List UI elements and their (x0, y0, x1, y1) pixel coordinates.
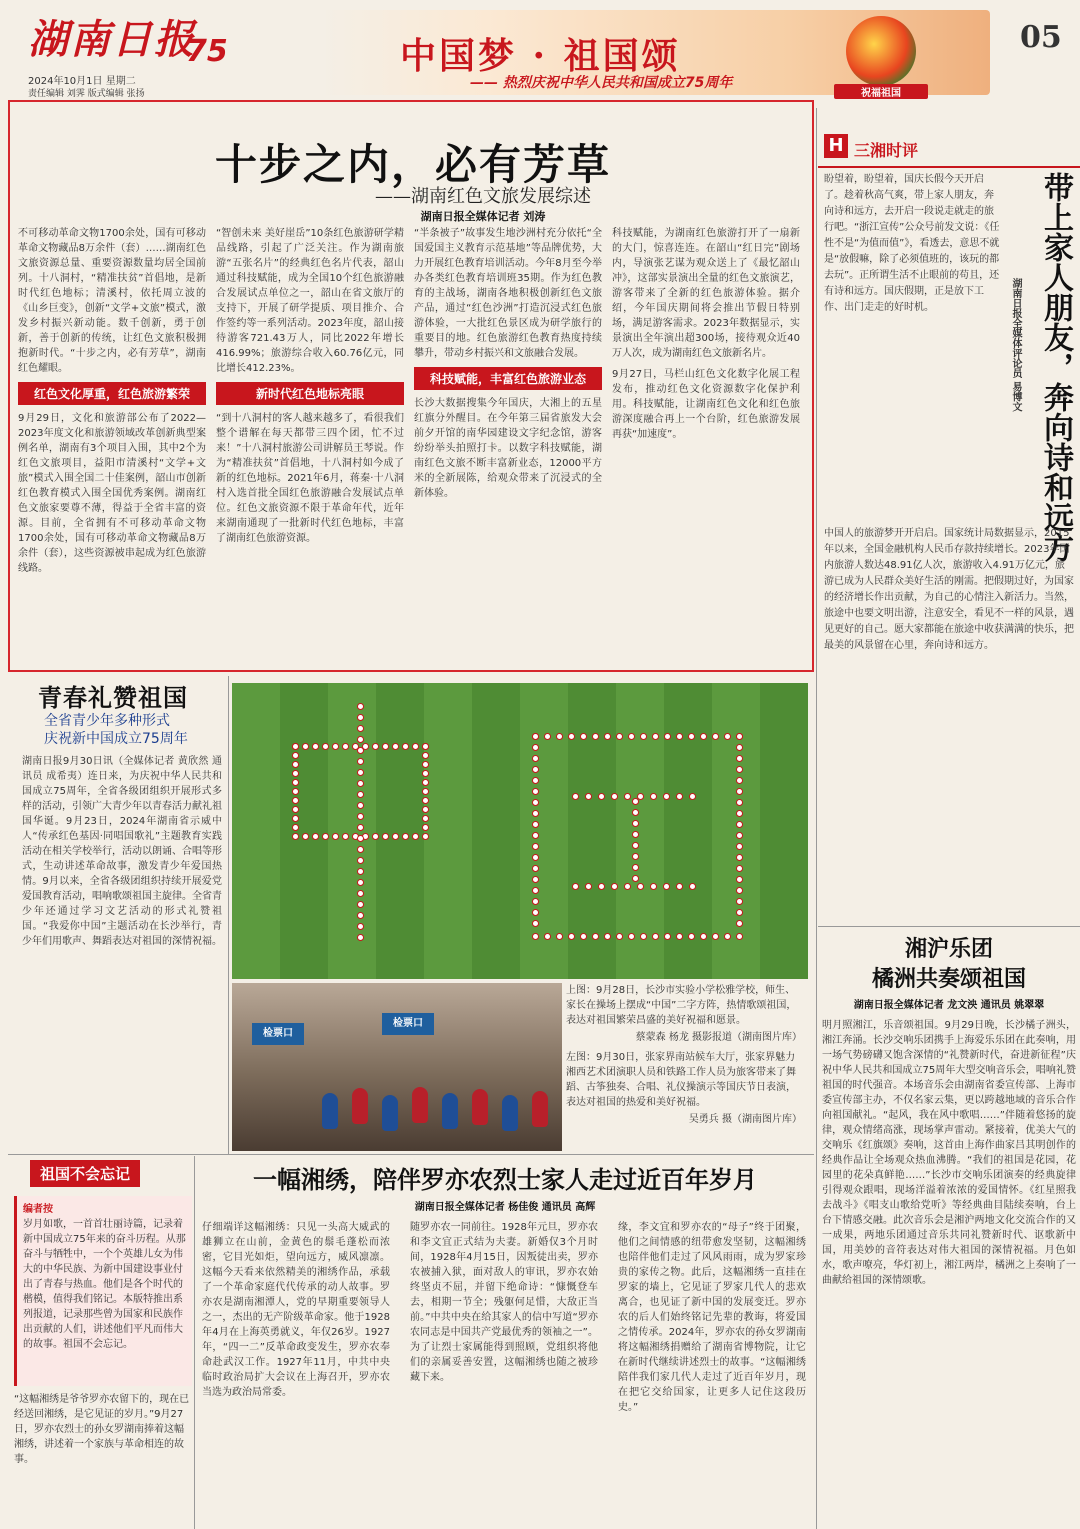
student-figure (532, 832, 539, 839)
student-figure (676, 933, 683, 940)
student-figure (292, 761, 299, 768)
embroidery-column-3: 缘，李文宜和罗亦农的“母子”终于团聚，他们之间情感的纽带愈发坚韧，这幅湘绣也陪伴他们走过了风风雨雨，成为罗家珍贵的家传之物。此后，这幅湘绣一直挂在罗家的墙上，它见证了罗家几代人的悲欢离合，也见证了新中国的发展变迁。罗亦农的后人们始终铭记先辈的教诲，将爱国之情传承。2024年，罗亦农的孙女罗湖南将这幅湘绣捐赠给了湖南省博物院，让它在新时代继续讲述烈士的故事。“这幅湘绣陪伴我们家几代人走过了近百年岁月，现在把它交给国家，让更多人记住这段历史。” (618, 1222, 806, 1413)
lead-subhead-3: 科技赋能，丰富红色旅游业态 (414, 367, 602, 390)
lead-paragraph: “半条被子”故事发生地沙洲村充分依托“全国爱国主义教育示范基地”等品牌优势，大力开展红色教育培训活动。今年8月至今举办各类红色教育培训班35期。作为红色教育的主战场，湖南各地积极创新红色文旅产品，通过“红色沙洲”打造沉浸式红色旅游体验，一大批红色景区成为研学旅行的重要目的地。红色旅游红色教育热度持续攀升，带动乡村振兴和文旅融合发展。 (414, 228, 602, 359)
lead-paragraph: 科技赋能，为湖南红色旅游打开了一扇新的大门，惊喜连连。在韶山“红日完”剧场内，导演张艺谋为观众送上了《最忆韶山冲》，这部实景演出全量的红色文旅演艺，游客带来了全新的红色旅游体验。据介绍，今年国庆期间将会推出节假日特别场，满足游客需求。2023年数据显示，实景演出全年演出超300场，接待观众近40万人次，成为湖南红色文旅新名片。 (612, 228, 800, 359)
youth-body: 湖南日报9月30日讯（全媒体记者 黄欣然 通讯员 成希夷）连日来，为庆祝中华人民共和国成立75周年，全省各级团组织开展形式多样的活动，引领广大青少年以青春活力献礼祖国华诞。9月23日，2024年湖南省示威中人“传承红色基因·同唱国歌礼”主题教育实践活动在相关学校举行，活动以朗诵、合唱等形式，生动讲述革命故事，激发青少年爱国热情。9月以来，全省各级团组织持续开展爱党爱国教育活动，唱响歌颂祖国主旋律。全省青少年还通过学习文艺活动的形式礼赞祖国。“我爱你中国”主题活动在长沙举行，青少年们用歌声、舞蹈表达对祖国的深情祝福。 (22, 756, 222, 947)
student-figure (532, 854, 539, 861)
lead-column-2 (216, 226, 404, 666)
student-figure (422, 833, 429, 840)
student-figure (357, 802, 364, 809)
student-figure (611, 883, 618, 890)
student-figure (357, 791, 364, 798)
student-figure (556, 933, 563, 940)
student-figure (332, 833, 339, 840)
student-figure (532, 843, 539, 850)
section-title: 中国梦 · 祖国颂 (400, 35, 681, 77)
student-figure (342, 833, 349, 840)
anniversary-logo (186, 22, 228, 71)
commentary-column (818, 108, 1080, 928)
student-figure (422, 824, 429, 831)
student-figure (402, 743, 409, 750)
student-figure (292, 752, 299, 759)
student-figure (556, 733, 563, 740)
student-figure (736, 744, 743, 751)
student-figure (632, 864, 639, 871)
student-figure (392, 833, 399, 840)
student-figure (616, 733, 623, 740)
student-figure (357, 824, 364, 831)
embroidery-column-2: 随罗亦农一同前往。1928年元旦，罗亦农和李文宜正式结为夫妻。新婚仅3个月时间，1928年4月15日，因叛徒出卖，罗亦农被捕入狱，面对敌人的审讯，罗亦农始终坚贞不屈，并留下绝命诗：“慷慨登车去，相期一节全；残躯何足惜，大敌正当前。”中共中央在给其家人的信中写道“罗亦农同志是中国共产党最优秀的领袖之一”。为了让烈士家属能得到照顾，党组织将他们的亲属妥善安置，这幅湘绣也随之被珍藏下来。 (410, 1222, 598, 1383)
station-sign: 检票口 (252, 1023, 304, 1045)
student-figure (532, 933, 539, 940)
student-figure (357, 890, 364, 897)
student-figure (568, 933, 575, 940)
commentary-body: 盼望着，盼望着，国庆长假今天开启了。趁着秋高气爽，带上家人朋友，奔向诗和远方，去开启一段说走就走的旅行吧。“浙江宣传”公众号前发文说：《任性不是“为值而值”》，看透去，意思不就是“放假嘛，除了必须值班的，该玩的都去玩”。正所谓生活不止眼前的苟且，还有诗和远方。国庆假期，正是放下工作、出门走走的好时机。 (824, 174, 1000, 313)
commentary-logo-icon: H (824, 134, 848, 158)
lead-paragraph: 9月27日，马栏山红色文化数字化展工程发布，推动红色文化资源数字化保护利用。科技赋能，让湖南红色文化和红色旅游深度融合再上一个台阶，红色旅游发展再获“加速度”。 (612, 369, 800, 440)
student-figure (357, 879, 364, 886)
student-figure (532, 777, 539, 784)
student-figure (663, 793, 670, 800)
student-figure (736, 843, 743, 850)
student-figure (592, 733, 599, 740)
performer-figure (322, 1093, 338, 1129)
student-figure (724, 933, 731, 940)
student-figure (598, 883, 605, 890)
concert-byline: 湖南日报全媒体记者 龙文泱 通讯员 姚翠翠 (853, 1000, 1045, 1011)
student-figure (357, 934, 364, 941)
student-figure (372, 743, 379, 750)
student-figure (292, 815, 299, 822)
student-figure (532, 810, 539, 817)
editor-note-label: 编者按 (23, 1204, 53, 1215)
student-figure (357, 846, 364, 853)
student-figure (342, 743, 349, 750)
performer-figure (412, 1087, 428, 1123)
lead-headline: 十步之内，必有芳草 (214, 140, 611, 189)
student-figure (585, 883, 592, 890)
editor-note-text: 岁月如歌，一首首壮丽诗篇，记录着新中国成立75年来的奋斗历程。从那奋斗与牺牲中，一个个英雄儿女为伟大的中华民族、为新中国建设事业付出了青春与热血。他们是各个时代的楷模，值得我们铭记。本版特推出系列报道，记录那些曾为国家和民族作出贡献的人们，讲述他们平凡而伟大的故事。祖国不会忘记。 (23, 1219, 186, 1350)
concert-article (818, 930, 1080, 1529)
student-figure (632, 798, 639, 805)
student-figure (736, 810, 743, 817)
performer-figure (352, 1088, 368, 1124)
commentary-tag: 三湘时评 (854, 141, 919, 160)
student-figure (736, 821, 743, 828)
student-figure (572, 883, 579, 890)
student-figure (357, 725, 364, 732)
student-figure (676, 883, 683, 890)
student-figure (357, 923, 364, 930)
student-figure (422, 761, 429, 768)
student-figure (689, 883, 696, 890)
student-figure (736, 733, 743, 740)
student-figure (637, 883, 644, 890)
column-divider (228, 676, 229, 1154)
student-figure (357, 780, 364, 787)
flower-basket-icon (846, 16, 916, 86)
student-figure (632, 853, 639, 860)
student-figure (532, 909, 539, 916)
student-figure (585, 793, 592, 800)
student-figure (332, 743, 339, 750)
section-subtitle: —— 热烈庆祝中华人民共和国成立75周年 (470, 75, 733, 91)
lead-column-4 (612, 226, 800, 666)
student-figure (688, 933, 695, 940)
student-figure (700, 733, 707, 740)
student-figure (357, 912, 364, 919)
commentary-headline: 带上家人朋友，奔向诗和远方 (1038, 172, 1073, 562)
student-figure (532, 799, 539, 806)
student-figure (532, 887, 539, 894)
student-figure (736, 933, 743, 940)
student-figure (532, 788, 539, 795)
student-figure (664, 933, 671, 940)
student-figure (532, 766, 539, 773)
student-figure (532, 876, 539, 883)
student-figure (572, 793, 579, 800)
page-number: 05 (1020, 20, 1062, 55)
student-figure (292, 770, 299, 777)
student-figure (580, 933, 587, 940)
column-divider (194, 1156, 195, 1529)
lead-column-3 (414, 226, 602, 666)
youth-article (8, 676, 224, 1151)
student-figure (624, 793, 631, 800)
station-sign: 检票口 (382, 1013, 434, 1035)
student-figure (640, 933, 647, 940)
student-figure (544, 933, 551, 940)
student-figure (322, 833, 329, 840)
student-figure (598, 793, 605, 800)
performer-figure (442, 1093, 458, 1129)
concert-headline: 湘沪乐团 橘洲共奏颂祖国 (871, 936, 1026, 992)
caption-text: 左图：9月30日，张家界南站候车大厅，张家界魅力湘西艺术团演职人员和铁路工作人员为旅客带来了舞蹈、古筝独奏、合唱、礼仪操演示等国庆节日表演，表达对祖国的热爱和美好祝福。 (566, 1052, 796, 1108)
student-figure (357, 736, 364, 743)
student-figure (302, 833, 309, 840)
student-figure (422, 779, 429, 786)
student-figure (292, 824, 299, 831)
embroidery-byline: 湖南日报全媒体记者 杨佳俊 通讯员 高辉 (414, 1202, 596, 1213)
column-divider (816, 108, 817, 1529)
student-figure (568, 733, 575, 740)
anniversary-number: 75 (186, 34, 228, 69)
student-figure (357, 868, 364, 875)
student-figure (628, 733, 635, 740)
students-formation-photo (232, 683, 808, 979)
embroidery-headline: 一幅湘绣，陪伴罗亦农烈士家人走过近百年岁月 (253, 1165, 757, 1194)
student-figure (422, 752, 429, 759)
student-figure (292, 743, 299, 750)
student-figure (736, 832, 743, 839)
lead-paragraph: 不可移动革命文物1700余处，国有可移动革命文物藏品8万余件（套）……湖南红色文旅资源总量、重要资源数量均居全国前列。十八洞村，“精准扶贫”首倡地，是新时代红色地标；清溪村，依托周立波的《山乡巨变》，创新“文学+文旅”模式，激发乡村振兴新动能。数千创新，勇于创新，善于创新的传统，让红色文旅积极拥抱新时代。“十步之内，必有芳草”，湖南红色耀眼。 (18, 228, 206, 374)
student-figure (372, 833, 379, 840)
student-figure (604, 733, 611, 740)
sub-photo-caption (566, 1050, 802, 1127)
lead-paragraph: 9月29日，文化和旅游部公布了2022—2023年度文化和旅游领域改革创新典型案例名单，湖南有3个项目入围，其中2个为红色文旅项目，益阳市清溪村“文学+文旅”模式入围全国二十佳案例，韶山市创新红色教育模式入围全国优秀案例。湖南红色文旅家要尊不薄，得益于全省丰富的资源。目前，全省拥有不可移动革命文物1700余处，国有可移动革命文物藏品8万余件（套），这些资源被串起成为红色旅游线路。 (18, 413, 206, 574)
student-figure (292, 779, 299, 786)
embroidery-column-1: 仔细端详这幅湘绣：只见一头高大威武的雄狮立在山前，金黄色的鬃毛蓬松而浓密，它目光如炬，望向远方，威风凛凛。这幅今天看来依然精美的湘绣作品，承载了一个革命家庭代代传承的动人故事。罗亦农是湖南湘潭人，党的早期重要领导人之一，杰出的无产阶级革命家。他于1928年4月在上海英勇就义，年仅26岁。1927年，“四一二”反革命政变发生，罗亦农奉命赴武汉工作。1927年11月，中共中央临时政治局扩大会议在上海召开，罗亦农当选为政治局常委。 (202, 1222, 390, 1398)
student-figure (650, 793, 657, 800)
student-figure (736, 766, 743, 773)
photo-credit: 蔡蒙森 杨龙 摄影报道（湖南图片库） (635, 1032, 802, 1043)
student-figure (592, 933, 599, 940)
student-figure (663, 883, 670, 890)
column-never-forget (8, 1156, 192, 1529)
student-figure (736, 920, 743, 927)
student-figure (632, 842, 639, 849)
student-figure (736, 799, 743, 806)
student-figure (736, 887, 743, 894)
commentary-body: 中国人的旅游梦开开启启。国家统计局数据显示，2015年以来，全国金融机构人民币存款持续增长。2023年国内旅游人数达48.91亿人次，旅游收入4.91万亿元，旅游已成为人民群众美好生活的刚需。把假期过好，为国家的经济增长作出贡献，为自己的心情注入新活力。当然，旅途中也要文明出游，注意安全，看见不一样的风景，遇见更好的自己。愿大家都能在旅途中收获满满的快乐，把最美的风景留在心里，奔向诗和远方。 (824, 528, 1074, 651)
student-figure (532, 865, 539, 872)
student-figure (580, 733, 587, 740)
lead-column-1 (18, 226, 206, 666)
student-figure (532, 898, 539, 905)
editor-credits: 责任编辑 刘霁 版式编辑 张扬 (28, 89, 145, 99)
student-figure (292, 833, 299, 840)
student-figure (736, 755, 743, 762)
student-figure (382, 743, 389, 750)
student-figure (357, 758, 364, 765)
student-figure (422, 806, 429, 813)
concert-body: 明月照湘江，乐音颂祖国。9月29日晚，长沙橘子洲头，湘江奔涌。长沙交响乐团携手上海爱乐乐团在此奏响，用一场气势磅礴又饱含深情的“礼赞新时代，奋进新征程”庆祝中华人民共和国成立75周年大型交响音乐会，唱响礼赞祖国的时代强音。本场音乐会由湖南省委宣传部、上海市委宣传部主办，不仅名家云集，更以跨越地域的音乐合作向祖国献礼。“起风，我在风中歌唱……”伴随着悠扬的旋律，观众情绪高涨，现场掌声雷动。紧接着，优美大气的交响乐《红旗颂》奏响，这首由上海作曲家吕其明创作的经典作品让全场观众热血沸腾。“我们的祖国是花园，花园里的花朵真鲜艳……”长沙市交响乐团演奏的经典旋律引得观众跟唱，现场洋溢着浓浓的爱国情怀。《红星照我去战斗》《唱支山歌给党听》等经典曲目陆续奏响，台上台下情感交融。此次音乐会是湘沪两地文化交流合作的又一成果，两地乐团通过音乐共同礼赞新时代、讴歌新中国，用美妙的音符表达对伟大祖国的深情祝福。月色如水，歌声嘹亮，华灯初上，湘江两岸，橘洲之上奏响了一曲献给祖国的深情颂歌。 (822, 1020, 1076, 1286)
student-figure (650, 883, 657, 890)
student-figure (292, 806, 299, 813)
student-figure (688, 733, 695, 740)
student-figure (712, 933, 719, 940)
student-figure (632, 875, 639, 882)
student-figure (422, 770, 429, 777)
student-figure (532, 821, 539, 828)
student-figure (676, 733, 683, 740)
student-figure (412, 743, 419, 750)
student-figure (392, 743, 399, 750)
performer-figure (382, 1095, 398, 1131)
editor-note (14, 1196, 192, 1386)
lead-byline: 湖南日报全媒体记者 刘涛 (420, 210, 546, 223)
performer-figure (502, 1095, 518, 1131)
student-figure (616, 933, 623, 940)
lead-paragraph: 长沙大数据搜集今年国庆，大湘上的五星红旗分外醒目。在今年第三届省旅发大会前夕开馆的南华园建设文字纪念馆，游客纷纷举头拍照打卡。以数字科技赋能，湖南红色文旅不断丰富新业态，12000平方米的全新展陈，给观众带来了沉浸式的全新体验。 (414, 398, 602, 499)
student-figure (532, 733, 539, 740)
student-figure (736, 865, 743, 872)
youth-headline: 青春礼赞祖国 (38, 683, 188, 712)
student-figure (382, 833, 389, 840)
student-figure (624, 883, 631, 890)
student-figure (712, 733, 719, 740)
student-figure (628, 933, 635, 940)
student-figure (322, 743, 329, 750)
student-figure (736, 898, 743, 905)
station-performance-photo (232, 983, 562, 1151)
section-divider (8, 1154, 814, 1155)
student-figure (412, 833, 419, 840)
student-figure (402, 833, 409, 840)
student-figure (700, 933, 707, 940)
paper-name: 湖南日报 (28, 16, 196, 63)
student-figure (736, 876, 743, 883)
student-figure (544, 733, 551, 740)
student-figure (652, 933, 659, 940)
student-figure (632, 820, 639, 827)
student-figure (422, 743, 429, 750)
performer-figure (532, 1091, 548, 1127)
student-figure (676, 793, 683, 800)
lead-paragraph: “到十八洞村的客人越来越多了，看很我们整个谱解在每天都带三四个团，忙不过来！”十八洞村旅游公司讲解员王琴说。作为“精准扶贫”首倡地，十八洞村如今成了新的红色地标。2021年6月，蒋秦·十八洞村入选首批全国红色旅游融合发展试点单位。红色文旅资源不限于革命年代，近年来湖南通现了一批新时代红色地标，丰富了湖南红色旅游资源。 (216, 413, 404, 544)
student-figure (422, 797, 429, 804)
lead-subhead-2: 新时代红色地标亮眼 (216, 382, 404, 405)
performer-figure (472, 1089, 488, 1125)
student-figure (604, 933, 611, 940)
commentary-byline: 湖南日报全媒体评论员 易博文 (1010, 278, 1021, 412)
student-figure (689, 793, 696, 800)
student-figure (532, 744, 539, 751)
youth-subheadline: 全省青少年多种形式 (44, 713, 170, 729)
divider (818, 166, 1080, 168)
masthead (0, 0, 1080, 100)
embroidery-article (196, 1156, 814, 1529)
student-figure (357, 747, 364, 754)
caption-text: 上图：9月28日，长沙市实验小学松雅学校，师生、家长在操场上摆成“中国”二字方阵，热情歌颂祖国，表达对祖国繁荣昌盛的美好祝福和愿景。 (566, 985, 797, 1026)
student-figure (736, 854, 743, 861)
student-figure (724, 733, 731, 740)
student-figure (292, 797, 299, 804)
student-figure (357, 714, 364, 721)
student-figure (532, 920, 539, 927)
column-body: “这幅湘绣是爷爷罗亦农留下的，现在已经送回湘绣，是它见证的岁月。”9月27日，罗亦农烈士的孙女罗湖南捧着这幅湘绣，讲述着一个家族与革命相连的故事。 (14, 1394, 190, 1465)
student-figure (632, 831, 639, 838)
student-figure (422, 815, 429, 822)
youth-subheadline: 庆祝新中国成立75周年 (44, 731, 188, 747)
student-figure (664, 733, 671, 740)
column-header: 祖国不会忘记 (30, 1160, 140, 1187)
student-figure (357, 703, 364, 710)
student-figure (292, 788, 299, 795)
main-photo-caption (566, 983, 802, 1045)
student-figure (652, 733, 659, 740)
lead-subheadline: ——湖南红色文旅发展综述 (375, 186, 591, 207)
photo-credit: 吴勇兵 摄（湖南图片库） (688, 1114, 802, 1125)
lead-paragraph: “智创未来 美好崖岳”10条红色旅游研学精品线路，引起了广泛关注。作为湖南旅游“五张名片”的经典红色名片代表，韶山通过科技赋能，成为全国10个红色旅游融合发展试点单位之一，韶山在省文旅厅的支持下，开展了研学提质、项目推介、合作签约等一系列活动。2023年度，韶山接待游客721.43万人，同比2022年增长416.99%；旅游综合收入60.76亿元，同比增长412.23%。 (216, 228, 404, 374)
student-figure (312, 833, 319, 840)
lead-story (8, 100, 814, 672)
student-figure (357, 901, 364, 908)
student-figure (357, 835, 364, 842)
student-figure (736, 788, 743, 795)
student-figure (611, 793, 618, 800)
student-figure (422, 788, 429, 795)
student-figure (532, 755, 539, 762)
flower-basket-label: 祝福祖国 (834, 84, 928, 99)
issue-date: 2024年10月1日 星期二 (28, 76, 136, 87)
student-figure (640, 733, 647, 740)
student-figure (357, 813, 364, 820)
student-figure (736, 909, 743, 916)
student-figure (312, 743, 319, 750)
student-figure (736, 777, 743, 784)
student-figure (632, 809, 639, 816)
student-figure (357, 769, 364, 776)
section-divider (818, 926, 1080, 927)
student-figure (302, 743, 309, 750)
student-figure (357, 857, 364, 864)
lead-subhead-1: 红色文化厚重，红色旅游繁荣 (18, 382, 206, 405)
